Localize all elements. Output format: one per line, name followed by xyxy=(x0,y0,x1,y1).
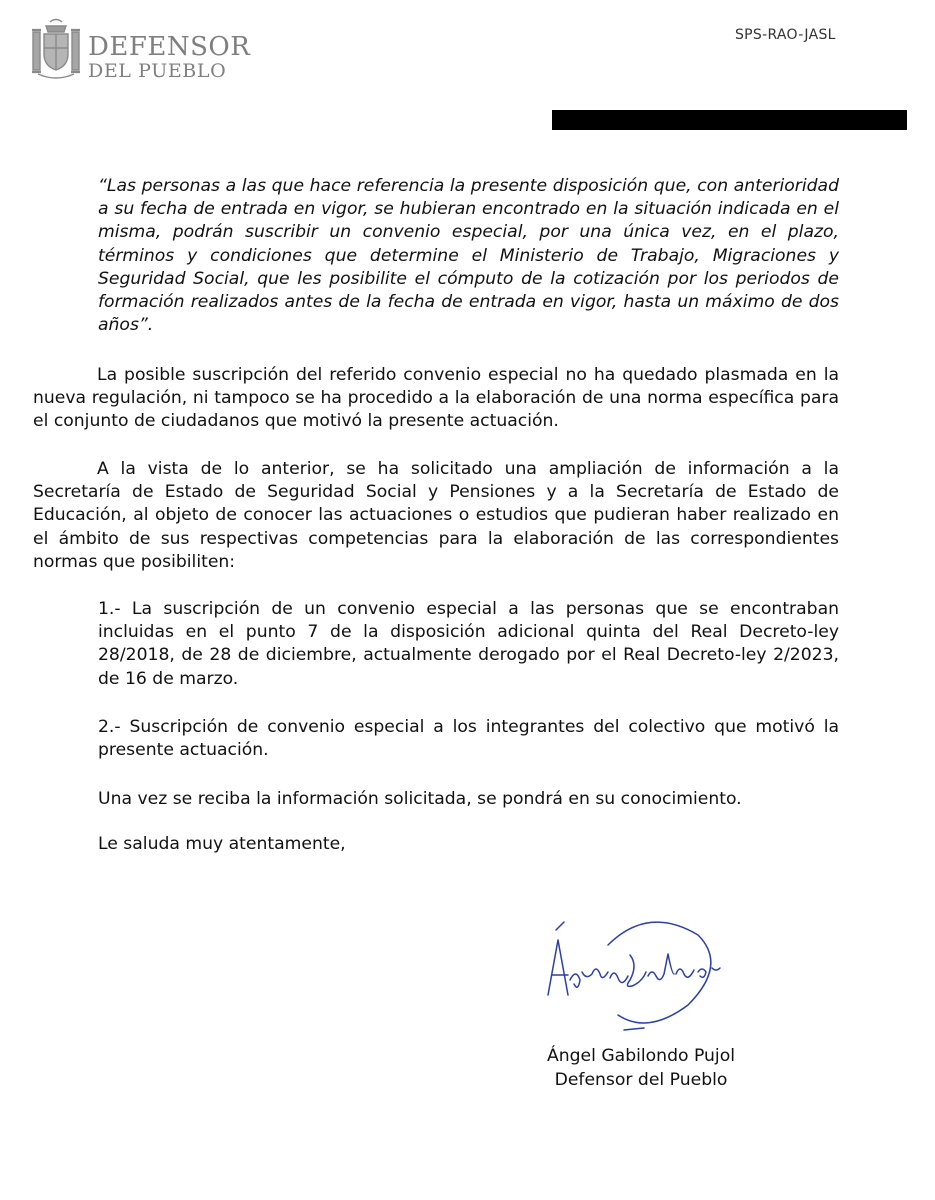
paragraph-regulation: La posible suscripción del referido convenio especial no ha quedado plasmada en la nueva regulación, ni tampoco se ha procedido a la elaboración de una norma específica para el conjunto de ciudadanos que motivó la presente actuación. xyxy=(33,365,839,432)
signatory-title: Defensor del Pueblo xyxy=(554,1069,728,1090)
redacted-address-bar xyxy=(552,110,907,130)
logo-text xyxy=(88,34,250,81)
signatory-name: Ángel Gabilondo Pujol xyxy=(546,1046,735,1066)
paragraph-follow-up: Una vez se reciba la información solicitada, se pondrá en su conocimiento. xyxy=(98,789,742,809)
institution-logo xyxy=(30,18,260,88)
list-item-1: 1.- La suscripción de un convenio especial a las personas que se encontraban incluidas en el punto 7 de la disposición adicional quinta del Real Decreto-ley 28/2018, de 28 de diciembre, actualmente derogado por el Real Decreto-ley 2/2023, de 16 de marzo. xyxy=(98,599,839,689)
logo-line-1: DEFENSOR xyxy=(88,32,251,62)
quoted-provision: “Las personas a las que hace referencia la presente disposición que, con anterioridad a su fecha de entrada en vigor, se hubieran encontrado en la situación indicada en el misma, podrán suscribir un convenio especial, por una única vez, en el plazo, términos y condiciones que determine el Ministerio de Trabajo, Migraciones y Seguridad Social, que les posibilite el cómputo de la cotización por los periodos de formación realizados antes de la fecha de entrada en vigor, hasta un máximo de dos años”. xyxy=(98,176,839,336)
handwritten-signature xyxy=(530,900,750,1035)
list-item-2: 2.- Suscripción de convenio especial a los integrantes del colectivo que motivó la presente actuación. xyxy=(98,717,839,761)
logo-line-2: DEL PUEBLO xyxy=(88,60,227,82)
coat-of-arms-icon xyxy=(30,18,82,82)
reference-code: SPS-RAO-JASL xyxy=(735,27,836,43)
paragraph-request: A la vista de lo anterior, se ha solicitado una ampliación de información a la Secretaría de Estado de Seguridad Social y Pensiones y a la Secretaría de Estado de Educación, al objeto de conocer las actuaciones o estudios que pudieran haber realizado en el ámbito de sus respectivas competencias para la elaboración de las correspondientes normas que posibiliten: xyxy=(33,459,839,572)
closing-salutation: Le saluda muy atentamente, xyxy=(98,834,346,854)
signatory-block xyxy=(526,1045,756,1092)
